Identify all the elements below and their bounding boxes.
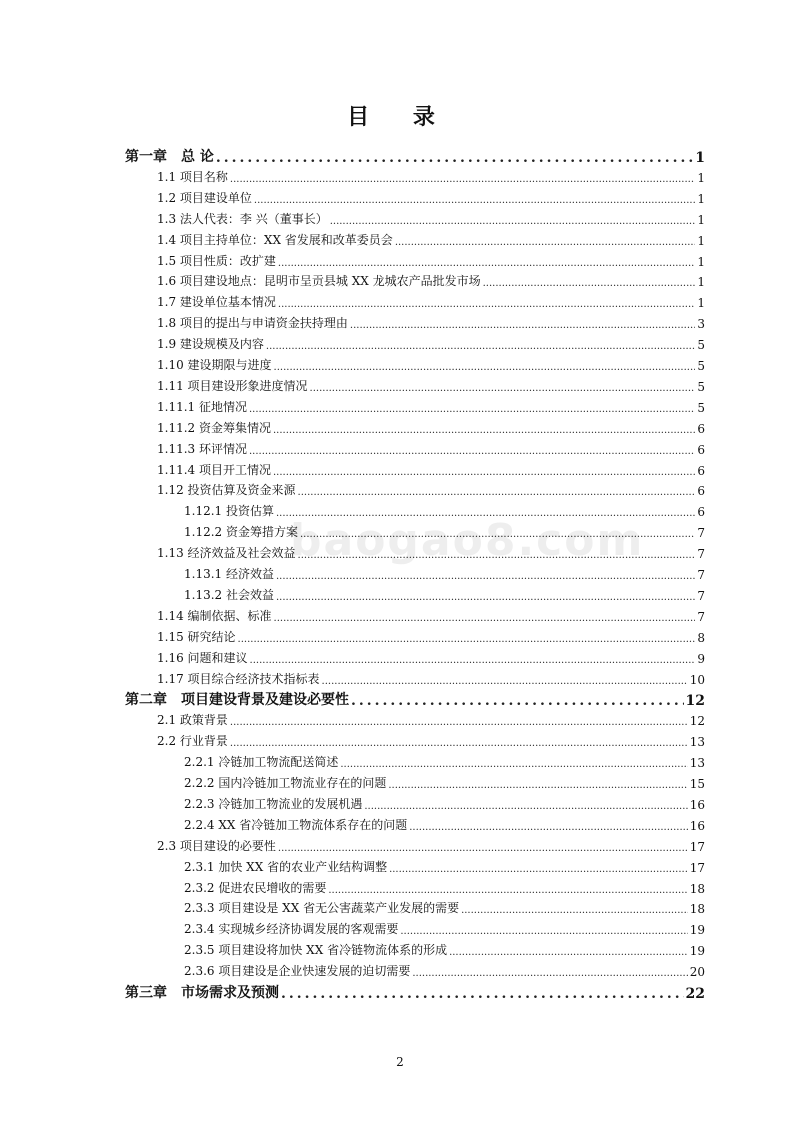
toc-dot-leader xyxy=(278,843,688,854)
toc-entry-title: 1.2 项目建设单位 xyxy=(157,190,252,205)
toc-entry[interactable] xyxy=(157,269,705,289)
toc-dot-leader xyxy=(322,676,688,687)
toc-dot-leader xyxy=(266,341,695,352)
toc-entry-title: 1.11.1 征地情况 xyxy=(157,399,247,414)
toc-entry-title: 1.11.4 项目开工情况 xyxy=(157,462,271,477)
toc-entry-title: 2.2.3 冷链加工物流业的发展机遇 xyxy=(184,796,363,811)
toc-entry[interactable] xyxy=(157,667,705,687)
toc-entry-title: 1.11.2 资金筹集情况 xyxy=(157,420,271,435)
toc-dot-leader xyxy=(254,195,695,206)
toc-dot-leader xyxy=(340,759,687,770)
page-number: 2 xyxy=(396,1055,404,1069)
toc-page-number: 1 xyxy=(695,150,705,166)
toc-entry-title: 2.3.1 加快 XX 省的农业产业结构调整 xyxy=(184,859,388,874)
toc-entry-title: 1.11.3 环评情况 xyxy=(157,441,247,456)
toc-entry-title: 1.12.2 资金筹措方案 xyxy=(184,525,298,540)
toc-entry-title: 1.14 编制依据、标准 xyxy=(157,608,272,623)
toc-entry[interactable] xyxy=(157,186,705,206)
toc-entry[interactable] xyxy=(157,729,705,749)
toc-dot-leader xyxy=(276,592,695,603)
toc-entry[interactable] xyxy=(184,792,705,812)
toc-page-number: 6 xyxy=(697,484,705,499)
toc-entry[interactable] xyxy=(157,541,705,561)
toc-page-number: 20 xyxy=(689,965,705,980)
toc-page-number: 18 xyxy=(689,902,705,917)
toc-dot-leader xyxy=(461,905,688,916)
toc-page-number: 6 xyxy=(697,442,705,457)
toc-page-number: 7 xyxy=(697,547,705,562)
toc-page-number: 19 xyxy=(689,923,705,938)
toc-entry[interactable] xyxy=(184,499,705,519)
toc-dot-leader xyxy=(328,885,687,896)
toc-page-number: 18 xyxy=(689,881,705,896)
toc-page-number: 13 xyxy=(689,756,705,771)
toc-dot-leader xyxy=(400,926,687,937)
toc-entry-title: 第一章 总 论 xyxy=(125,149,214,165)
toc-entry[interactable] xyxy=(157,165,705,185)
toc-dot-leader xyxy=(250,655,696,666)
toc-page-number: 5 xyxy=(697,379,705,394)
toc-page-number: 12 xyxy=(689,714,705,729)
toc-entry-title: 1.16 问题和建议 xyxy=(157,650,248,665)
toc-entry-title: 1.13.2 社会效益 xyxy=(184,587,274,602)
toc-entry[interactable] xyxy=(157,332,705,352)
toc-page-number: 17 xyxy=(689,860,705,875)
toc-entry-title: 2.3.2 促进农民增收的需要 xyxy=(184,880,327,895)
toc-entry-title: 1.3 法人代表：李 兴（董事长） xyxy=(157,211,328,226)
toc-entry-title: 1.5 项目性质：改扩建 xyxy=(157,253,276,268)
toc-dot-leader xyxy=(449,947,688,958)
toc-entry[interactable] xyxy=(184,896,705,916)
toc-entry-title: 1.4 项目主持单位：XX 省发展和改革委员会 xyxy=(157,232,393,247)
toc-page-number: 1 xyxy=(697,254,705,269)
toc-dot-leader xyxy=(230,717,688,728)
toc-dot-leader xyxy=(249,404,695,415)
toc-entry[interactable] xyxy=(157,374,705,394)
toc-page-number: 3 xyxy=(697,317,705,332)
toc-page-number: 16 xyxy=(689,797,705,812)
toc-entry-title: 1.15 研究结论 xyxy=(157,629,236,644)
toc-page-number: 5 xyxy=(697,359,705,373)
toc-entry[interactable] xyxy=(157,708,705,728)
toc-page-number: 15 xyxy=(689,777,705,791)
toc-entry-title: 1.13 经济效益及社会效益 xyxy=(157,546,296,561)
toc-page-number: 6 xyxy=(697,421,705,436)
toc-chapter-entry[interactable] xyxy=(125,687,705,709)
toc-entry-title: 1.8 项目的提出与申请资金扶持理由 xyxy=(157,316,348,331)
toc-entry-title: 2.2 行业背景 xyxy=(157,734,228,749)
toc-entry[interactable] xyxy=(157,395,705,415)
toc-chapter-entry[interactable] xyxy=(125,980,705,1002)
toc-page-number: 8 xyxy=(697,630,705,645)
toc-dot-leader xyxy=(230,174,695,185)
toc-entry[interactable] xyxy=(157,604,705,624)
toc-entry-title: 1.12 投资估算及资金来源 xyxy=(157,483,296,498)
toc-entry-title: 2.3.3 项目建设是 XX 省无公害蔬菜产业发展的需要 xyxy=(184,901,460,916)
toc-entry[interactable] xyxy=(184,771,705,791)
toc-entry[interactable] xyxy=(157,625,705,645)
toc-dot-leader xyxy=(395,237,696,248)
toc-dot-leader xyxy=(278,299,695,310)
toc-dot-leader xyxy=(330,216,696,227)
toc-dot-leader xyxy=(216,150,693,166)
toc-entry[interactable] xyxy=(184,876,705,896)
toc-entry-title: 1.10 建设期限与进度 xyxy=(157,358,272,372)
toc-page-number: 1 xyxy=(697,275,705,290)
toc-entry[interactable] xyxy=(157,416,705,436)
toc-dot-leader xyxy=(388,780,687,791)
toc-dot-leader xyxy=(274,613,696,624)
toc-entry[interactable] xyxy=(184,855,705,875)
toc-dot-leader xyxy=(249,446,695,457)
toc-entry-title: 1.9 建设规模及内容 xyxy=(157,337,264,352)
toc-entry[interactable] xyxy=(184,959,705,979)
toc-page-number: 7 xyxy=(697,588,705,603)
toc-page-number: 16 xyxy=(689,818,705,833)
page-title: 目 录 xyxy=(347,104,453,130)
toc-entry[interactable] xyxy=(157,228,705,248)
toc-entry-title: 2.1 政策背景 xyxy=(157,713,228,728)
toc-dot-leader xyxy=(409,822,687,833)
toc-entry[interactable] xyxy=(157,207,705,227)
toc-entry-title: 2.3 项目建设的必要性 xyxy=(157,838,276,853)
toc-entry[interactable] xyxy=(157,311,705,331)
toc-page-number: 7 xyxy=(697,526,705,541)
toc-dot-leader xyxy=(273,467,695,478)
toc-page-number: 12 xyxy=(685,693,705,710)
toc-dot-leader xyxy=(483,278,696,289)
toc-entry[interactable] xyxy=(184,562,705,582)
toc-entry[interactable] xyxy=(184,813,705,833)
toc-dot-leader xyxy=(278,258,695,269)
toc-entry-title: 2.2.2 国内冷链加工物流业存在的问题 xyxy=(184,776,387,790)
toc-dot-leader xyxy=(273,425,695,436)
toc-dot-leader xyxy=(389,864,688,875)
toc-page-number: 10 xyxy=(689,672,705,687)
toc-entry-title: 1.13.1 经济效益 xyxy=(184,567,274,581)
toc-dot-leader xyxy=(364,801,687,812)
toc-page-number: 7 xyxy=(697,568,705,582)
toc-entry-title: 1.11 项目建设形象进度情况 xyxy=(157,378,308,393)
toc-entry-title: 2.2.4 XX 省冷链加工物流体系存在的问题 xyxy=(184,817,408,832)
toc-dot-leader xyxy=(412,968,687,979)
toc-page-number: 1 xyxy=(697,233,705,248)
toc-entry[interactable] xyxy=(184,917,705,937)
toc-dot-leader xyxy=(298,550,696,561)
toc-chapter-entry[interactable] xyxy=(125,144,705,166)
toc-page-number: 1 xyxy=(697,170,705,185)
toc-entry-title: 2.3.6 项目建设是企业快速发展的迫切需要 xyxy=(184,964,411,979)
toc-page-number: 7 xyxy=(697,609,705,624)
toc-entry-title: 2.3.4 实现城乡经济协调发展的客观需要 xyxy=(184,922,399,937)
toc-dot-leader xyxy=(274,362,696,373)
toc-entry-title: 1.12.1 投资估算 xyxy=(184,504,274,519)
toc-entry[interactable] xyxy=(157,249,705,269)
toc-entry[interactable] xyxy=(184,750,705,770)
toc-page-number: 6 xyxy=(697,463,705,478)
toc-entry-title: 第二章 项目建设背景及建设必要性 xyxy=(125,692,349,709)
toc-entry-title: 2.2.1 冷链加工物流配送简述 xyxy=(184,755,339,770)
toc-dot-leader xyxy=(310,383,696,394)
toc-dot-leader xyxy=(276,571,695,582)
toc-page-number: 13 xyxy=(689,735,705,750)
toc-page-number: 1 xyxy=(697,296,705,311)
toc-page-number: 1 xyxy=(697,212,705,227)
toc-dot-leader xyxy=(350,320,695,331)
toc-entry-title: 第三章 市场需求及预测 xyxy=(125,985,279,1001)
toc-dot-leader xyxy=(276,508,695,519)
toc-page-number: 5 xyxy=(697,338,705,353)
toc-dot-leader xyxy=(298,487,696,498)
toc-page-number: 6 xyxy=(697,505,705,520)
toc-entry-title: 2.3.5 项目建设将加快 XX 省冷链物流体系的形成 xyxy=(184,943,448,958)
watermark: baogao8.com xyxy=(290,515,645,566)
toc-page-number: 17 xyxy=(689,839,705,854)
toc-page-number: 9 xyxy=(697,651,705,666)
toc-entry[interactable] xyxy=(157,646,705,666)
toc-page-number: 5 xyxy=(697,400,705,415)
toc-entry[interactable] xyxy=(157,353,705,373)
toc-page-number: 22 xyxy=(685,986,705,1002)
toc-entry[interactable] xyxy=(157,478,705,498)
toc-page-number: 1 xyxy=(697,191,705,206)
toc-dot-leader xyxy=(238,634,696,645)
toc-page-number: 19 xyxy=(689,944,705,959)
toc-dot-leader xyxy=(300,529,695,540)
toc-entry[interactable] xyxy=(184,520,705,540)
toc-entry-title: 1.6 项目建设地点：昆明市呈贡县城 XX 龙城农产品批发市场 xyxy=(157,274,481,289)
toc-entry-title: 1.1 项目名称 xyxy=(157,169,228,184)
toc-entry[interactable] xyxy=(157,834,705,854)
toc-dot-leader xyxy=(351,693,684,709)
toc-entry[interactable] xyxy=(184,938,705,958)
toc-entry[interactable] xyxy=(157,290,705,310)
toc-entry[interactable] xyxy=(184,583,705,603)
toc-entry[interactable] xyxy=(157,458,705,478)
toc-entry[interactable] xyxy=(157,437,705,457)
toc-dot-leader xyxy=(230,738,688,749)
toc-dot-leader xyxy=(281,986,684,1002)
toc-entry-title: 1.17 项目综合经济技术指标表 xyxy=(157,671,320,686)
toc-entry-title: 1.7 建设单位基本情况 xyxy=(157,295,276,310)
